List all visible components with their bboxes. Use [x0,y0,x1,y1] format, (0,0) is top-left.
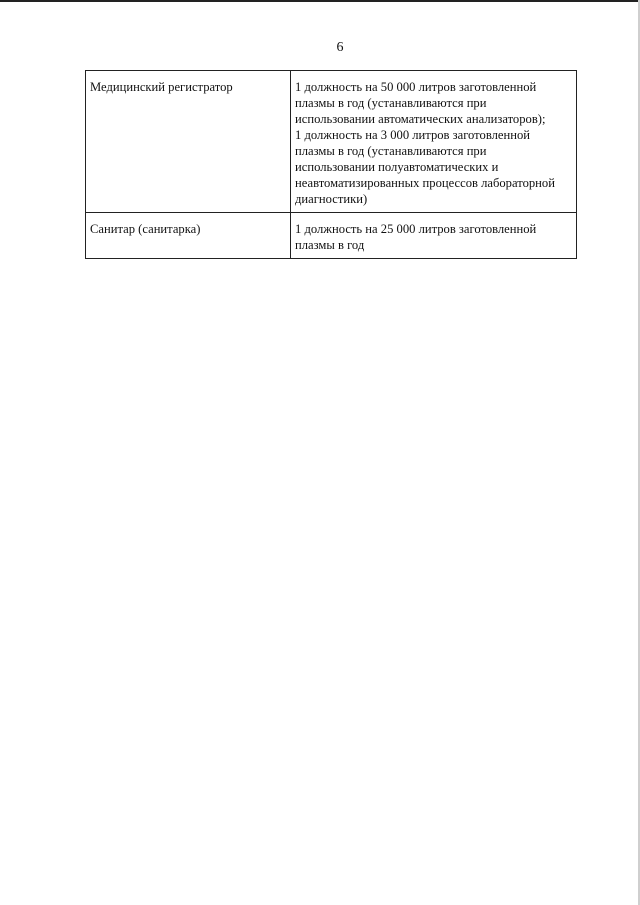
norm-line: 1 должность на 3 000 литров заготовленной [295,128,530,142]
norm-line: использовании полуавтоматических и [295,160,499,174]
norm-line: использовании автоматических анализаторов); [295,112,546,126]
norm-cell [291,213,577,259]
norm-line: плазмы в год (устанавливаются при [295,144,487,158]
staffing-norms-table [85,70,577,259]
norm-line: 1 должность на 50 000 литров заготовленной [295,80,537,94]
norm-line: диагностики) [295,192,368,206]
norm-cell [291,71,577,213]
norm-line: плазмы в год [295,238,365,252]
table-row [86,213,577,259]
norm-line: плазмы в год (устанавливаются при [295,96,487,110]
page-number: 6 [336,40,344,55]
norm-line: неавтоматизированных процессов лабораторной [295,176,555,190]
position-cell: Санитар (санитарка) [86,213,291,259]
table-row [86,71,577,213]
position-cell: Медицинский регистратор [86,71,291,213]
norm-line: 1 должность на 25 000 литров заготовленной [295,222,537,236]
page-top-edge [0,0,640,2]
